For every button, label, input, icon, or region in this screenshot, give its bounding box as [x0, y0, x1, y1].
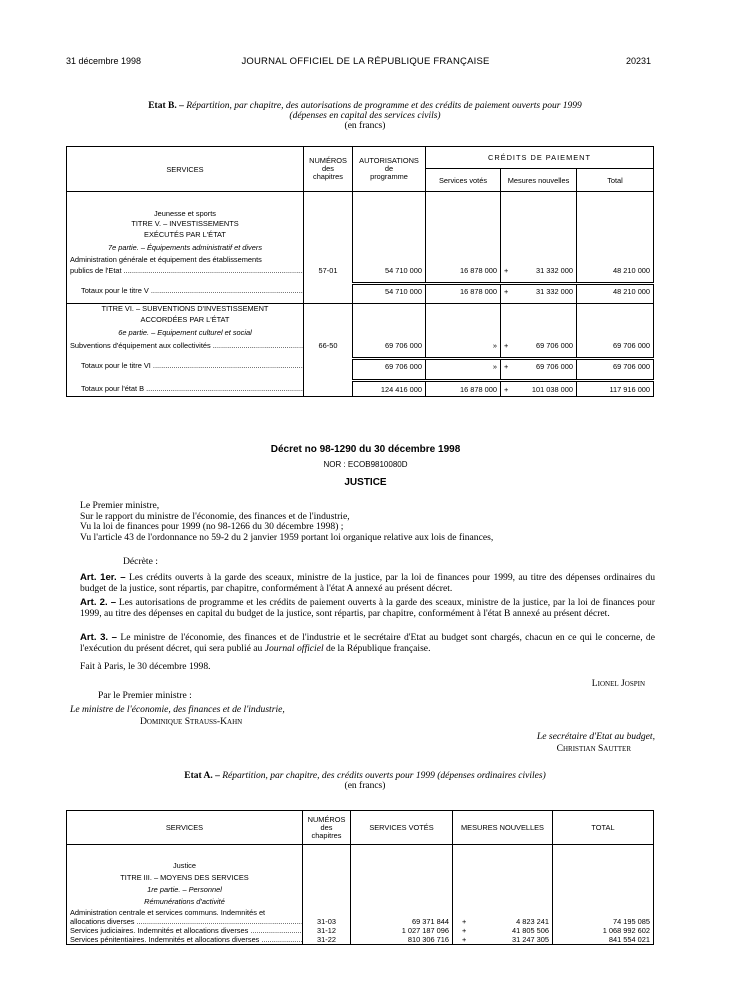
col-credits: CRÉDITS DE PAIEMENT — [426, 147, 654, 169]
row2-mesures: + 69 706 000 — [501, 340, 577, 351]
row-a1-total: 74 195 085 — [553, 917, 654, 926]
row-a1-chapitre: 31-03 — [303, 917, 351, 926]
total-b-ap: 124 416 000 — [353, 381, 426, 397]
partie-6: 6e partie. – Equipement culturel et social — [67, 326, 304, 340]
secretaire-name: Christian Sautter — [556, 743, 631, 754]
row1-label-line2: publics de l'Etat ..... — [67, 265, 304, 276]
etat-a-caption-label: Etat A. – — [184, 771, 220, 781]
secretaire-title: Le secrétaire d'Etat au budget, — [536, 731, 655, 742]
col-autorisations: AUTORISATIONS de programme — [353, 147, 426, 192]
total-vi-ap: 69 706 000 — [353, 359, 426, 373]
row1-chapitre: 57-01 — [304, 265, 353, 276]
col-numeros: NUMÉROS des chapitres — [304, 147, 353, 192]
row1-label-line1: Administration générale et équipement des établissements — [67, 255, 304, 265]
ministry-heading: JUSTICE — [344, 477, 387, 488]
etat-b-caption-text: Répartition, par chapitre, des autorisations de programme et des crédits de paiement ouverts pour 1999 — [186, 101, 582, 111]
total-v-votes: 16 878 000 — [426, 284, 501, 298]
titre-vi-line1: TITRE VI. – SUBVENTIONS D'INVESTISSEMENT — [67, 304, 304, 314]
remunerations: Rémunérations d'activité — [67, 895, 303, 908]
total-etat-b-label: Totaux pour l'état B ..... — [67, 381, 304, 397]
article-2-label: Art. 2. – — [80, 597, 117, 608]
row2-label: Subventions d'équipement aux collectivités ..... — [67, 340, 304, 351]
intro-line: Sur le rapport du ministre de l'économie, des finances et de l'industrie, — [80, 510, 350, 522]
row2-chapitre: 66-50 — [304, 340, 353, 351]
table-row — [67, 935, 654, 945]
article-2 — [80, 598, 655, 619]
ministre-name: Dominique Strauss-Kahn — [140, 716, 243, 727]
etat-b-caption-unit: (en francs) — [344, 121, 386, 131]
par-le-premier-ministre: Par le Premier ministre : — [98, 690, 192, 701]
col-numeros: NUMÉROS des chapitres — [303, 811, 351, 845]
col-votes: Services votés — [426, 169, 501, 192]
article-1-label: Art. 1er. – — [80, 572, 126, 583]
row-a1-votes: 69 371 844 — [351, 917, 453, 926]
article-1 — [80, 573, 655, 594]
row-a3-votes: 810 306 716 — [351, 935, 453, 945]
total-vi-mesures: + 69 706 000 — [501, 359, 577, 373]
intro-line: Le Premier ministre, — [80, 500, 160, 511]
header-date: 31 décembre 1998 — [66, 56, 142, 66]
article-1-text: Les crédits ouverts à la garde des sceaux, ministre de la justice, par la loi de finances pour 1999, au titre des dépenses ordinaires du budget de la justice, sont répartis, par chapitre, conformément à l'état A annexé au présent décret. — [80, 572, 656, 594]
total-v-total: 48 210 000 — [577, 284, 654, 298]
col-total: Total — [577, 169, 654, 192]
row1-mesures: + 31 332 000 — [501, 265, 577, 276]
decree-intro — [80, 501, 655, 543]
total-vi-votes: » — [426, 359, 501, 373]
intro-line: Vu l'article 43 de l'ordonnance no 59-2 du 2 janvier 1959 portant loi organique relative aux lois de finances, — [80, 531, 494, 543]
row2-ap: 69 706 000 — [353, 340, 426, 351]
etat-a-table — [66, 810, 654, 945]
etat-b-table — [66, 146, 654, 397]
section-title: Justice — [67, 861, 303, 871]
row-a3-mesures: + 31 247 305 — [453, 935, 553, 945]
table-row — [67, 926, 654, 935]
fait-a-paris: Fait à Paris, le 30 décembre 1998. — [80, 661, 211, 672]
intro-line: Vu la loi de finances pour 1999 (no 98-1266 du 30 décembre 1998) ; — [80, 521, 344, 533]
total-v-ap: 54 710 000 — [353, 284, 426, 298]
titre-v-line2: EXÉCUTÉS PAR L'ÉTAT — [67, 229, 304, 241]
article-3-text: Le ministre de l'économie, des finances et de l'industrie et le secrétaire d'Etat au budget sont chargés, chacun en ce qui le concerne, de l'exécution du présent décret, qui sera publié au — [80, 632, 655, 654]
decree-nor: NOR : ECOB9810080D — [323, 460, 408, 469]
total-titre-vi-label: Totaux pour le titre VI ..... — [67, 359, 304, 373]
row1-ap: 54 710 000 — [353, 265, 426, 276]
row-a2-label: Services judiciaires. Indemnités et allocations diverses ..... — [67, 926, 303, 935]
row-a3-total: 841 554 021 — [553, 935, 654, 945]
titre-v-line1: TITRE V. – INVESTISSEMENTS — [67, 219, 304, 229]
section-title: Jeunesse et sports — [67, 209, 304, 219]
row-a3-chapitre: 31-22 — [303, 935, 351, 945]
row-a2-mesures: + 41 805 506 — [453, 926, 553, 935]
etat-a-caption-text: Répartition, par chapitre, des crédits ouverts pour 1999 (dépenses ordinaires civiles) — [222, 771, 546, 781]
etat-b-caption — [60, 101, 670, 131]
row-a1-label-line1: Administration centrale et services communs. Indemnités et — [67, 908, 303, 917]
row-a2-total: 1 068 992 602 — [553, 926, 654, 935]
journal-title: JOURNAL OFFICIEL DE LA RÉPUBLIQUE FRANÇAISE — [241, 56, 490, 67]
col-services: SERVICES — [67, 147, 304, 192]
total-titre-v-label: Totaux pour le titre V ..... — [67, 284, 304, 298]
article-2-text: Les autorisations de programme et les crédits de paiement ouverts à la garde des sceaux, ministre de la justice, par la loi de finances pour 1999, au titre des dépenses en capital du budget de la justice, sont répartis, par chapitre, conformément à l'état B annexé au présent décret. — [80, 597, 655, 619]
signer-jospin: Lionel Jospin — [591, 678, 645, 689]
table-row — [67, 917, 654, 926]
col-total: TOTAL — [553, 811, 654, 845]
total-b-votes: 16 878 000 — [426, 381, 501, 397]
row-a1-label: allocations diverses ..... — [67, 917, 303, 926]
col-mesures: Mesures nouvelles — [501, 169, 577, 192]
article-3 — [80, 633, 655, 654]
total-v-mesures: + 31 332 000 — [501, 284, 577, 298]
journal-officiel: Journal officiel — [264, 642, 324, 654]
article-3-label: Art. 3. – — [80, 632, 118, 643]
etat-a-caption-unit: (en francs) — [344, 781, 386, 791]
row-a3-label: Services pénitentiaires. Indemnités et allocations diverses ..... — [67, 935, 303, 945]
page-number: 20231 — [625, 56, 651, 66]
row1-total: 48 210 000 — [577, 265, 654, 276]
partie-1: 1re partie. – Personnel — [67, 885, 303, 895]
partie-7: 7e partie. – Équipements administratif et divers — [67, 241, 304, 255]
titre-iii: TITRE III. – MOYENS DES SERVICES — [67, 871, 303, 885]
col-mesures: MESURES NOUVELLES — [453, 811, 553, 845]
etat-b-caption-label: Etat B. – — [148, 101, 184, 111]
row2-votes: » — [426, 340, 501, 351]
ministre-title: Le ministre de l'économie, des finances et de l'industrie, — [70, 704, 285, 715]
total-b-total: 117 916 000 — [577, 381, 654, 397]
col-votes: SERVICES VOTÉS — [351, 811, 453, 845]
row2-total: 69 706 000 — [577, 340, 654, 351]
etat-a-caption — [60, 771, 670, 791]
row1-votes: 16 878 000 — [426, 265, 501, 276]
decree-title: Décret no 98-1290 du 30 décembre 1998 — [270, 444, 461, 455]
row-a2-votes: 1 027 187 096 — [351, 926, 453, 935]
total-vi-total: 69 706 000 — [577, 359, 654, 373]
decrete: Décrète : — [123, 556, 158, 567]
article-3-text-end: de la République française. — [326, 642, 431, 654]
row-a1-mesures: + 4 823 241 — [453, 917, 553, 926]
titre-vi-line2: ACCORDÉES PAR L'ÉTAT — [67, 314, 304, 326]
total-b-mesures: + 101 038 000 — [501, 381, 577, 397]
etat-b-caption-text2: (dépenses en capital des services civils) — [289, 111, 441, 121]
col-services: SERVICES — [67, 811, 303, 845]
row-a2-chapitre: 31-12 — [303, 926, 351, 935]
